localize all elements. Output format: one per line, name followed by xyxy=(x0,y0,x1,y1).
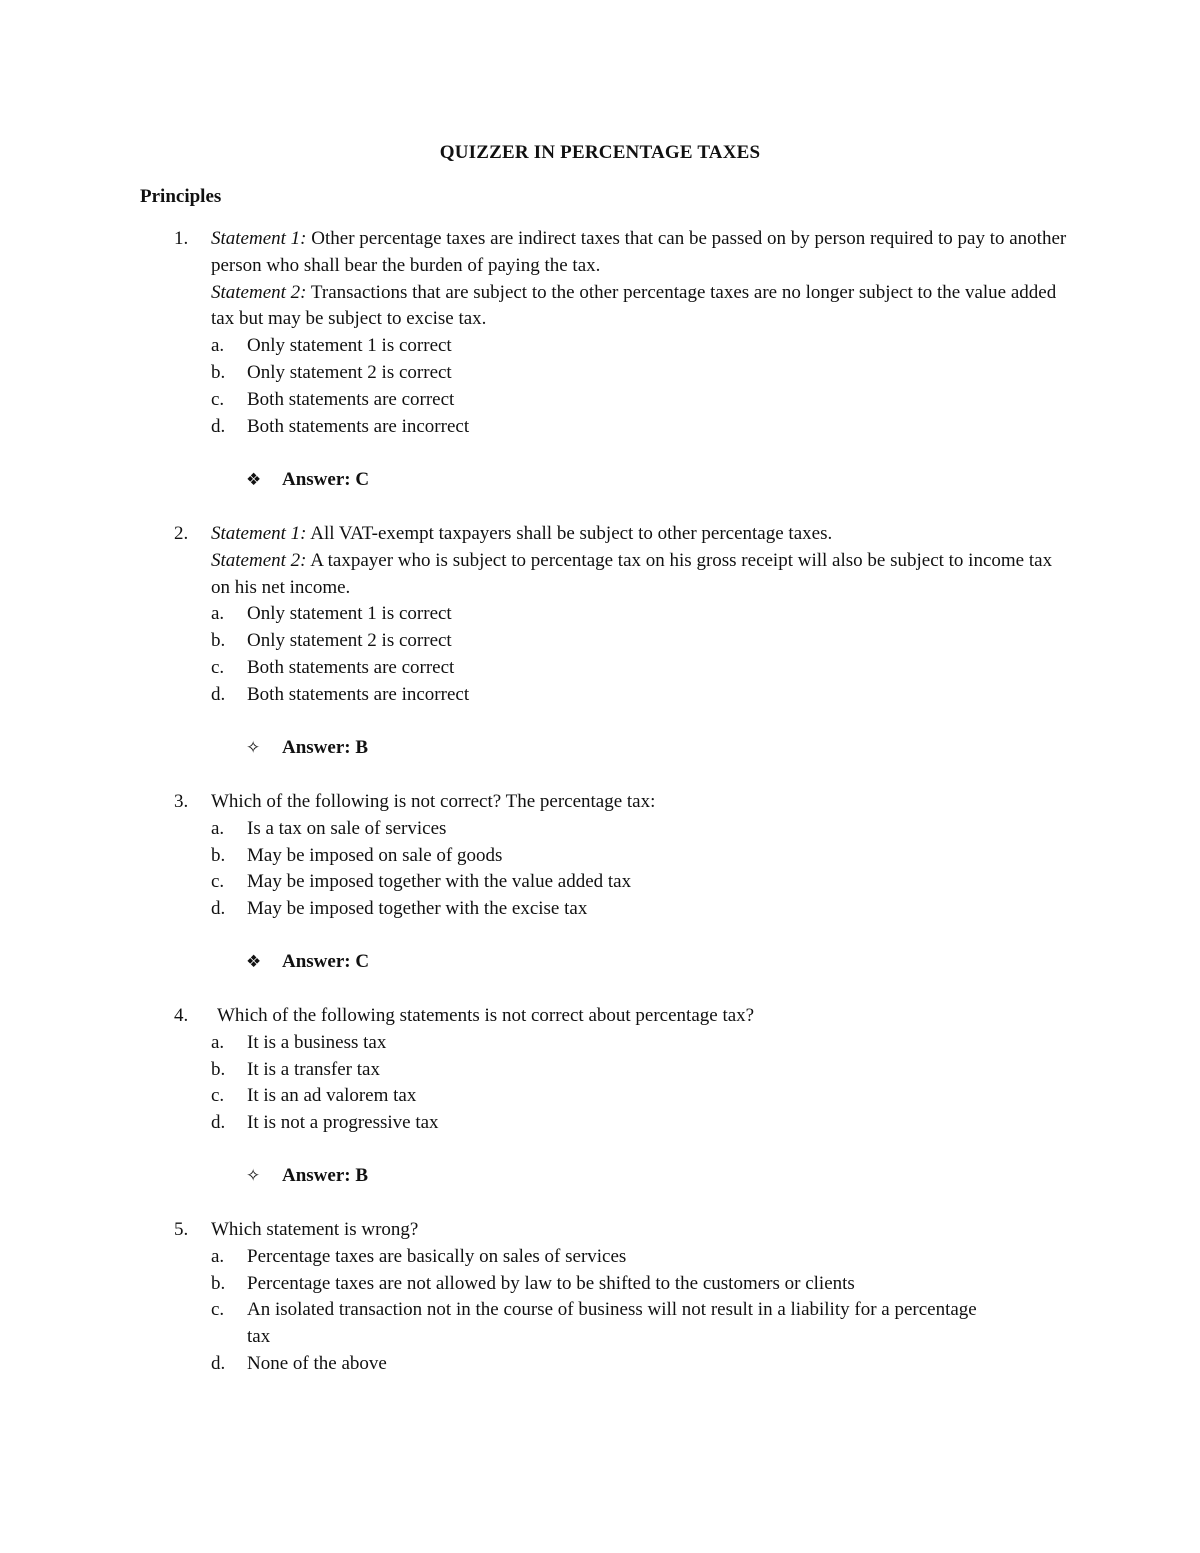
choice-text: Both statements are incorrect xyxy=(247,683,470,705)
statement-1 xyxy=(211,226,1071,280)
section-heading: Principles xyxy=(140,186,222,207)
choice-a xyxy=(211,333,1071,360)
choice-letter: a. xyxy=(211,335,225,357)
answer-4 xyxy=(246,1163,368,1189)
choice-text: Percentage taxes are basically on sales of services xyxy=(247,1245,627,1267)
choice-b xyxy=(211,843,1071,870)
choice-text: May be imposed together with the value added tax xyxy=(247,871,632,893)
choice-letter: c. xyxy=(211,656,225,678)
choice-text: None of the above xyxy=(247,1352,387,1374)
choice-text: It is a business tax xyxy=(247,1031,387,1053)
choice-text: It is not a progressive tax xyxy=(247,1112,439,1134)
choice-letter: d. xyxy=(211,683,226,705)
choice-text: May be imposed together with the excise tax xyxy=(247,898,588,920)
choice-text: Is a tax on sale of services xyxy=(247,817,447,839)
choice-text: Both statements are incorrect xyxy=(247,415,470,437)
question-number: 2. xyxy=(174,523,189,544)
question-body xyxy=(211,226,1071,440)
question-prompt: Which statement is wrong? xyxy=(211,1219,419,1240)
choice-text: May be imposed on sale of goods xyxy=(247,844,503,866)
choice-a xyxy=(211,601,1071,628)
choice-letter: b. xyxy=(211,1272,226,1294)
answer-3 xyxy=(246,949,369,975)
statement-label: Statement 1: xyxy=(211,228,307,249)
statement-label: Statement 1: xyxy=(211,523,307,544)
choice-c xyxy=(211,1083,1071,1110)
choice-letter: b. xyxy=(211,361,226,383)
choice-list xyxy=(211,1030,1071,1137)
choice-text: Only statement 1 is correct xyxy=(247,335,452,357)
choice-text: Only statement 1 is correct xyxy=(247,603,452,625)
answer-2 xyxy=(246,735,368,761)
choice-text: It is a transfer tax xyxy=(247,1058,380,1080)
choice-c xyxy=(211,1297,991,1351)
question-number: 5. xyxy=(174,1219,189,1240)
choice-letter: b. xyxy=(211,1058,226,1080)
choice-list xyxy=(211,816,1071,923)
document-title: QUIZZER IN PERCENTAGE TAXES xyxy=(439,142,761,163)
question-body xyxy=(211,521,1071,709)
answer-label: Answer: B xyxy=(282,737,369,758)
statement-label: Statement 2: xyxy=(211,549,307,571)
choice-b xyxy=(211,628,1071,655)
choice-c xyxy=(211,655,1071,682)
choice-d xyxy=(211,1110,1071,1137)
choice-letter: a. xyxy=(211,817,225,839)
choice-text: An isolated transaction not in the course of business will not result in a liability for a percentage tax xyxy=(247,1299,977,1348)
four-point-star-bullet-icon: ✧ xyxy=(246,738,261,758)
question-body xyxy=(211,789,1071,923)
choice-c xyxy=(211,387,1071,414)
statement-text: A taxpayer who is subject to percentage tax on his gross receipt will also be subject to income tax on his net income. xyxy=(211,549,1053,598)
choice-a xyxy=(211,1244,991,1271)
answer-label: Answer: C xyxy=(282,951,370,972)
choice-c xyxy=(211,869,1071,896)
statement-text: Other percentage taxes are indirect taxes that can be passed on by person required to pay to another person who shall bear the burden of paying the tax. xyxy=(211,228,1067,276)
choice-letter: c. xyxy=(211,388,225,410)
question-body xyxy=(211,1217,1071,1378)
choice-letter: d. xyxy=(211,415,226,437)
choice-list xyxy=(211,601,1071,708)
choice-letter: c. xyxy=(211,1085,225,1107)
choice-letter: a. xyxy=(211,603,225,625)
choice-text: Percentage taxes are not allowed by law to be shifted to the customers or clients xyxy=(247,1272,855,1294)
choice-letter: b. xyxy=(211,630,226,652)
statement-1 xyxy=(211,521,1071,548)
question-number: 1. xyxy=(174,228,189,249)
question-prompt: Which of the following is not correct? The percentage tax: xyxy=(211,791,656,812)
choice-list xyxy=(211,333,1071,440)
choice-letter: c. xyxy=(211,871,225,893)
statement-text: All VAT-exempt taxpayers shall be subject to other percentage taxes. xyxy=(306,523,833,544)
question-number: 3. xyxy=(174,791,189,812)
choice-d xyxy=(211,682,1071,709)
answer-1 xyxy=(246,467,369,493)
statement-text: Transactions that are subject to the other percentage taxes are no longer subject to the value added tax but may be subject to excise tax. xyxy=(211,281,1057,330)
choice-a xyxy=(211,1030,1071,1057)
question-number: 4. xyxy=(174,1005,189,1026)
four-point-star-bullet-icon: ✧ xyxy=(246,1166,261,1186)
choice-d xyxy=(211,896,1071,923)
choice-letter: a. xyxy=(211,1031,225,1053)
diamond-bullet-icon: ❖ xyxy=(246,470,262,490)
statement-label: Statement 2: xyxy=(211,281,307,303)
choice-letter: d. xyxy=(211,1112,226,1134)
choice-letter: a. xyxy=(211,1245,225,1267)
answer-label: Answer: C xyxy=(282,469,370,490)
statement-2 xyxy=(211,548,1071,602)
choice-d xyxy=(211,414,1071,441)
choice-text: Both statements are correct xyxy=(247,656,455,678)
choice-text: Only statement 2 is correct xyxy=(247,630,452,652)
choice-text: It is an ad valorem tax xyxy=(247,1085,417,1107)
choice-text: Only statement 2 is correct xyxy=(247,361,452,383)
choice-b xyxy=(211,1057,1071,1084)
choice-letter: d. xyxy=(211,1352,226,1374)
choice-list xyxy=(211,1244,991,1378)
choice-b xyxy=(211,1271,991,1298)
question-prompt: Which of the following statements is not correct about percentage tax? xyxy=(217,1005,755,1026)
choice-d xyxy=(211,1351,991,1378)
choice-letter: c. xyxy=(211,1299,225,1321)
choice-b xyxy=(211,360,1071,387)
choice-letter: d. xyxy=(211,898,226,920)
statement-2 xyxy=(211,280,1071,334)
question-body xyxy=(211,1003,1071,1137)
answer-label: Answer: B xyxy=(282,1165,369,1186)
diamond-bullet-icon: ❖ xyxy=(246,952,262,972)
choice-letter: b. xyxy=(211,844,226,866)
choice-text: Both statements are correct xyxy=(247,388,455,410)
choice-a xyxy=(211,816,1071,843)
